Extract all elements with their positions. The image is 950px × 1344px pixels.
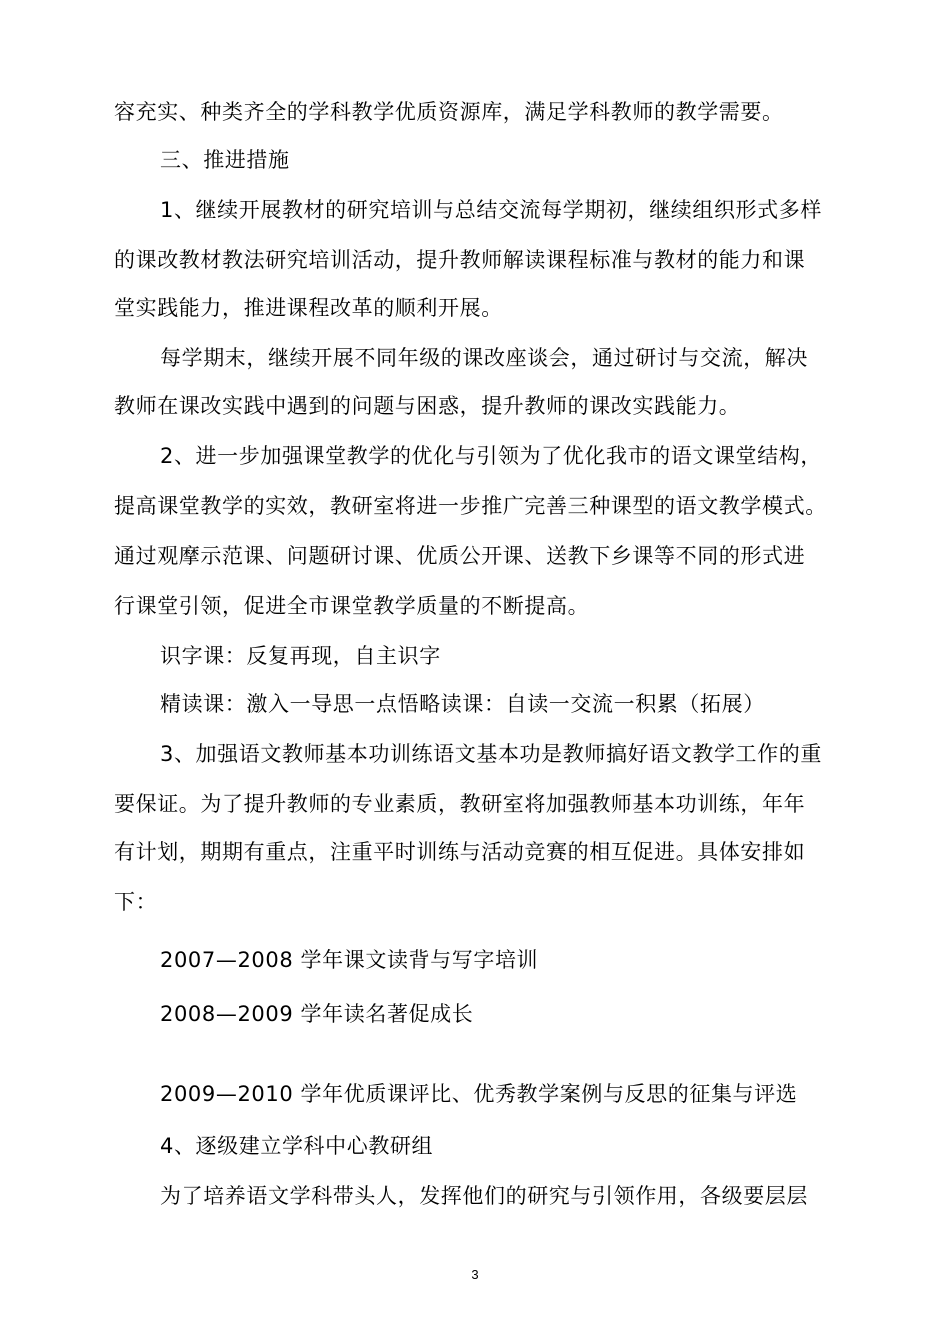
body-text-line: 容充实、种类齐全的学科教学优质资源库，满足学科教师的教学需要。 [114,100,784,124]
schedule-item: 2009—2010 学年优质课评比、优秀教学案例与反思的征集与评选 [160,1082,798,1106]
page-number: 3 [471,1267,479,1282]
body-text-line: 下： [114,890,158,914]
body-text-line: 4、逐级建立学科中心教研组 [160,1134,434,1158]
body-text-line: 精读课：激入一导思一点悟略读课：自读一交流一积累（拓展） [160,692,765,716]
schedule-item: 2008—2009 学年读名著促成长 [160,1002,474,1026]
schedule-item: 2007—2008 学年课文读背与写字培训 [160,948,539,972]
body-text-line: 识字课：反复再现，自主识字 [160,644,441,668]
body-text-line: 为了培养语文学科带头人，发挥他们的研究与引领作用，各级要层层 [160,1184,808,1208]
body-text-line: 要保证。为了提升教师的专业素质，教研室将加强教师基本功训练，年年 [114,792,806,816]
body-text-line: 有计划，期期有重点，注重平时训练与活动竞赛的相互促进。具体安排如 [114,840,806,864]
body-text-line: 2、进一步加强课堂教学的优化与引领为了优化我市的语文课堂结构， [160,444,822,468]
body-text-line: 1、继续开展教材的研究培训与总结交流每学期初，继续组织形式多样 [160,198,822,222]
body-text-line: 通过观摩示范课、问题研讨课、优质公开课、送教下乡课等不同的形式进 [114,544,806,568]
section-heading: 三、推进措施 [160,148,290,172]
body-text-line: 行课堂引领，促进全市课堂教学质量的不断提高。 [114,594,590,618]
body-text-line: 堂实践能力，推进课程改革的顺利开展。 [114,296,503,320]
body-text-line: 教师在课改实践中遇到的问题与困惑，提升教师的课改实践能力。 [114,394,741,418]
body-text-line: 3、加强语文教师基本功训练语文基本功是教师搞好语文教学工作的重 [160,742,822,766]
body-text-line: 提高课堂教学的实效，教研室将进一步推广完善三种课型的语文教学模式。 [114,494,827,518]
body-text-line: 的课改教材教法研究培训活动，提升教师解读课程标准与教材的能力和课 [114,248,806,272]
body-text-line: 每学期末，继续开展不同年级的课改座谈会，通过研讨与交流，解决 [160,346,808,370]
